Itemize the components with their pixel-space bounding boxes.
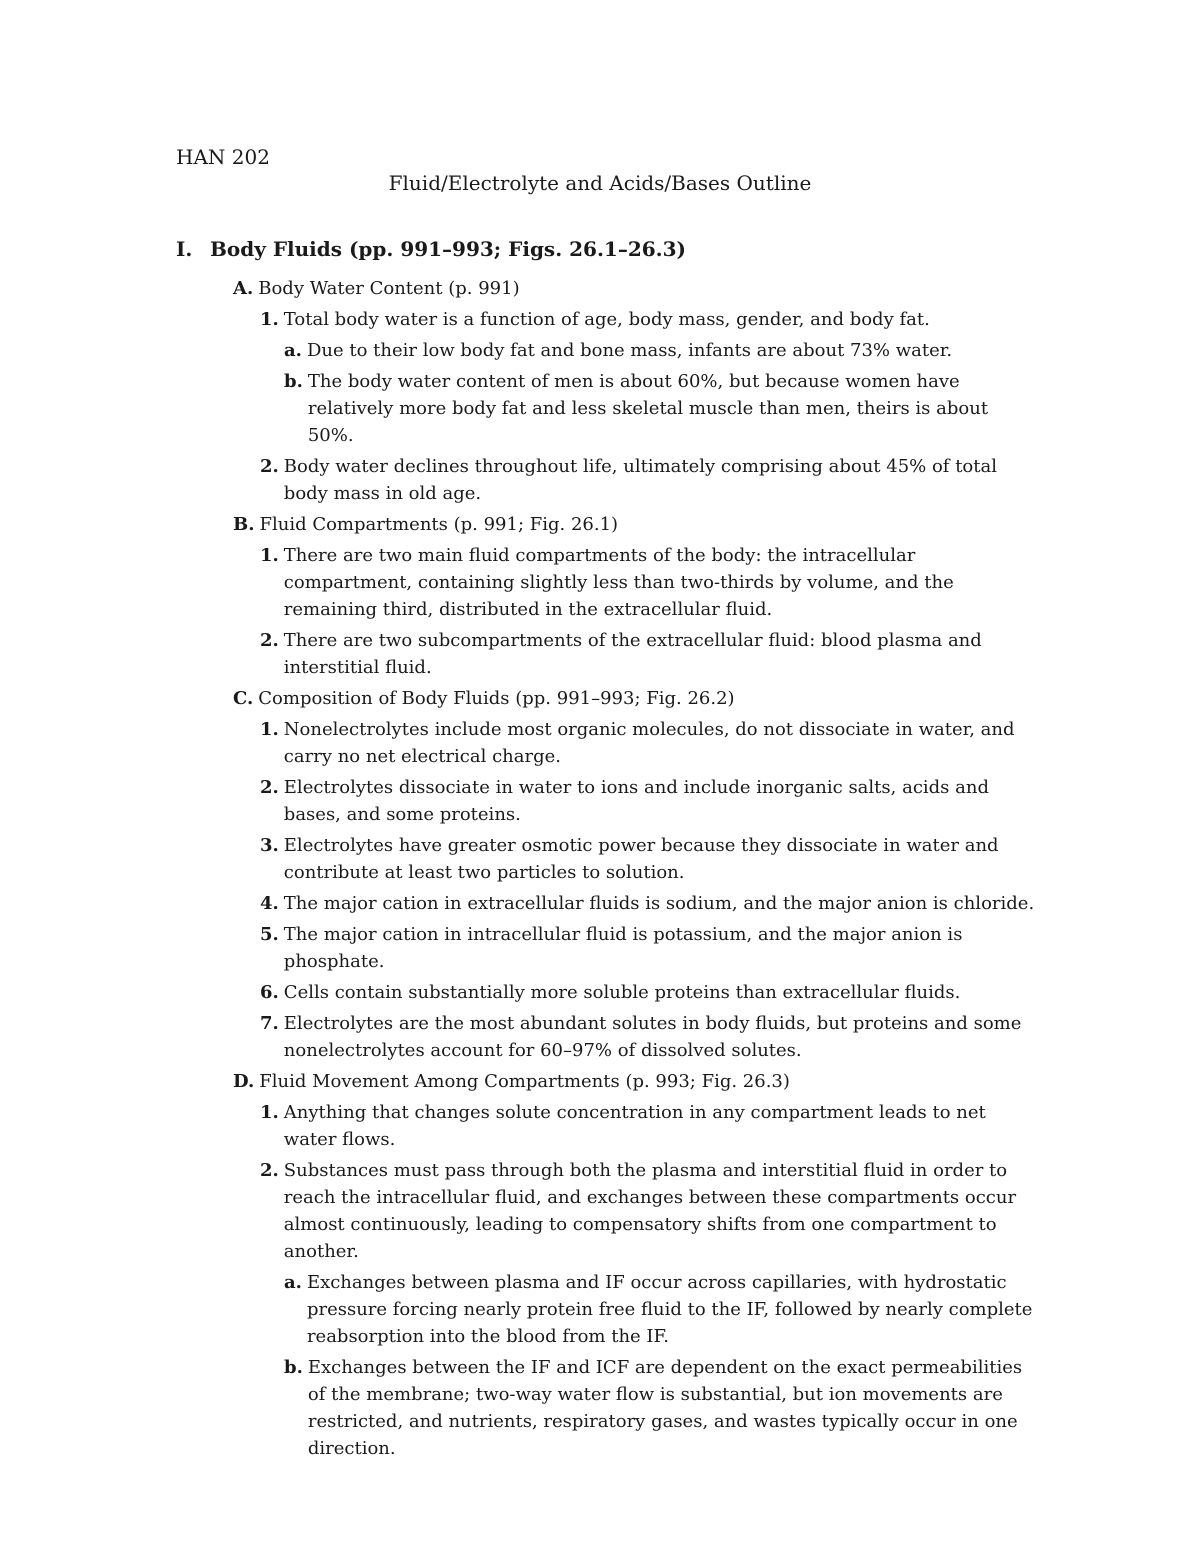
list-item [284, 368, 1036, 449]
outline-text: The body water content of men is about 60%, but because women have relatively more body fat and less skeletal muscle than men, theirs is about 50%. [307, 371, 989, 446]
subsection-a [233, 275, 1036, 302]
outline-label: B. [233, 514, 255, 535]
section-title: Body Fluids (pp. 991–993; Figs. 26.1–26.3) [210, 237, 687, 261]
outline-text: Exchanges between the IF and ICF are dependent on the exact permeabilities of the membrane; two-way water flow is substantial, but ion movements are restricted, and nutrients, respiratory gases, and wastes typically occur in one direction. [307, 1357, 1023, 1459]
list-item [260, 1157, 1036, 1265]
outline-text: Fluid Compartments (p. 991; Fig. 26.1) [259, 514, 619, 535]
outline-text: Body water declines throughout life, ultimately comprising about 45% of total body mass in old age. [283, 456, 997, 504]
list-item [284, 1269, 1036, 1350]
outline-label: A. [233, 278, 254, 299]
outline-label: 1. [260, 309, 279, 330]
outline-text: Electrolytes have greater osmotic power because they dissociate in water and contribute at least two particles to solution. [283, 835, 999, 883]
outline-label: 3. [260, 835, 279, 856]
outline-text: Exchanges between plasma and IF occur across capillaries, with hydrostatic pressure forcing nearly protein free fluid to the IF, followed by nearly complete reabsorption into the blood from the IF. [306, 1272, 1033, 1347]
outline-text: Substances must pass through both the plasma and interstitial fluid in order to reach the intracellular fluid, and exchanges between these compartments occur almost continuously, leading to compensatory shifts from one compartment to another. [283, 1160, 1017, 1262]
outline-label: 7. [260, 1013, 279, 1034]
outline-text: Composition of Body Fluids (pp. 991–993; Fig. 26.2) [258, 688, 735, 709]
outline-label: 1. [260, 1102, 279, 1123]
subsection-d [233, 1068, 1036, 1095]
outline-text: Due to their low body fat and bone mass, infants are about 73% water. [306, 340, 953, 361]
outline-label: 1. [260, 545, 279, 566]
list-item [260, 921, 1036, 975]
outline-text: Cells contain substantially more soluble proteins than extracellular fluids. [283, 982, 961, 1003]
subsection-c [233, 685, 1036, 712]
outline-label: 2. [260, 456, 279, 477]
outline-text: Electrolytes are the most abundant solutes in body fluids, but proteins and some nonelectrolytes account for 60–97% of dissolved solutes. [283, 1013, 1022, 1061]
outline-label: C. [233, 688, 254, 709]
outline-text: Anything that changes solute concentration in any compartment leads to net water flows. [283, 1102, 986, 1150]
outline-text: Fluid Movement Among Compartments (p. 993; Fig. 26.3) [259, 1071, 790, 1092]
outline-label: 5. [260, 924, 279, 945]
list-item [260, 627, 1036, 681]
outline-label: b. [284, 1357, 303, 1378]
list-item [284, 337, 1036, 364]
outline-label: 1. [260, 719, 279, 740]
list-item [260, 832, 1036, 886]
list-item [260, 1010, 1036, 1064]
outline-label: a. [284, 340, 302, 361]
outline-label: 2. [260, 777, 279, 798]
section-heading [176, 236, 1036, 263]
list-item [284, 1354, 1036, 1462]
outline-label: a. [284, 1272, 302, 1293]
list-item [260, 979, 1036, 1006]
document-title: Fluid/Electrolyte and Acids/Bases Outline [388, 171, 812, 195]
outline-label: 2. [260, 630, 279, 651]
section-number: I. [176, 237, 193, 261]
outline-label: 4. [260, 893, 279, 914]
list-item [260, 774, 1036, 828]
outline-label: b. [284, 371, 303, 392]
list-item [260, 716, 1036, 770]
outline-text: There are two main fluid compartments of the body: the intracellular compartment, containing slightly less than two-thirds by volume, and the remaining third, distributed in the extracellular fluid. [283, 545, 954, 620]
outline-text: Electrolytes dissociate in water to ions and include inorganic salts, acids and bases, and some proteins. [283, 777, 989, 825]
subsection-b [233, 511, 1036, 538]
outline-label: 2. [260, 1160, 279, 1181]
list-item [260, 542, 1036, 623]
course-code: HAN 202 [176, 145, 270, 169]
outline [176, 236, 1036, 1462]
outline-text: The major cation in intracellular fluid is potassium, and the major anion is phosphate. [283, 924, 963, 972]
outline-text: The major cation in extracellular fluids is sodium, and the major anion is chloride. [283, 893, 1035, 914]
list-item [260, 890, 1036, 917]
outline-label: D. [233, 1071, 255, 1092]
outline-text: Nonelectrolytes include most organic molecules, do not dissociate in water, and carry no net electrical charge. [283, 719, 1015, 767]
outline-text: Total body water is a function of age, body mass, gender, and body fat. [283, 309, 930, 330]
list-item [260, 1099, 1036, 1153]
outline-text: Body Water Content (p. 991) [258, 278, 520, 299]
list-item [260, 306, 1036, 333]
list-item [260, 453, 1036, 507]
outline-text: There are two subcompartments of the extracellular fluid: blood plasma and interstitial fluid. [283, 630, 982, 678]
outline-label: 6. [260, 982, 279, 1003]
